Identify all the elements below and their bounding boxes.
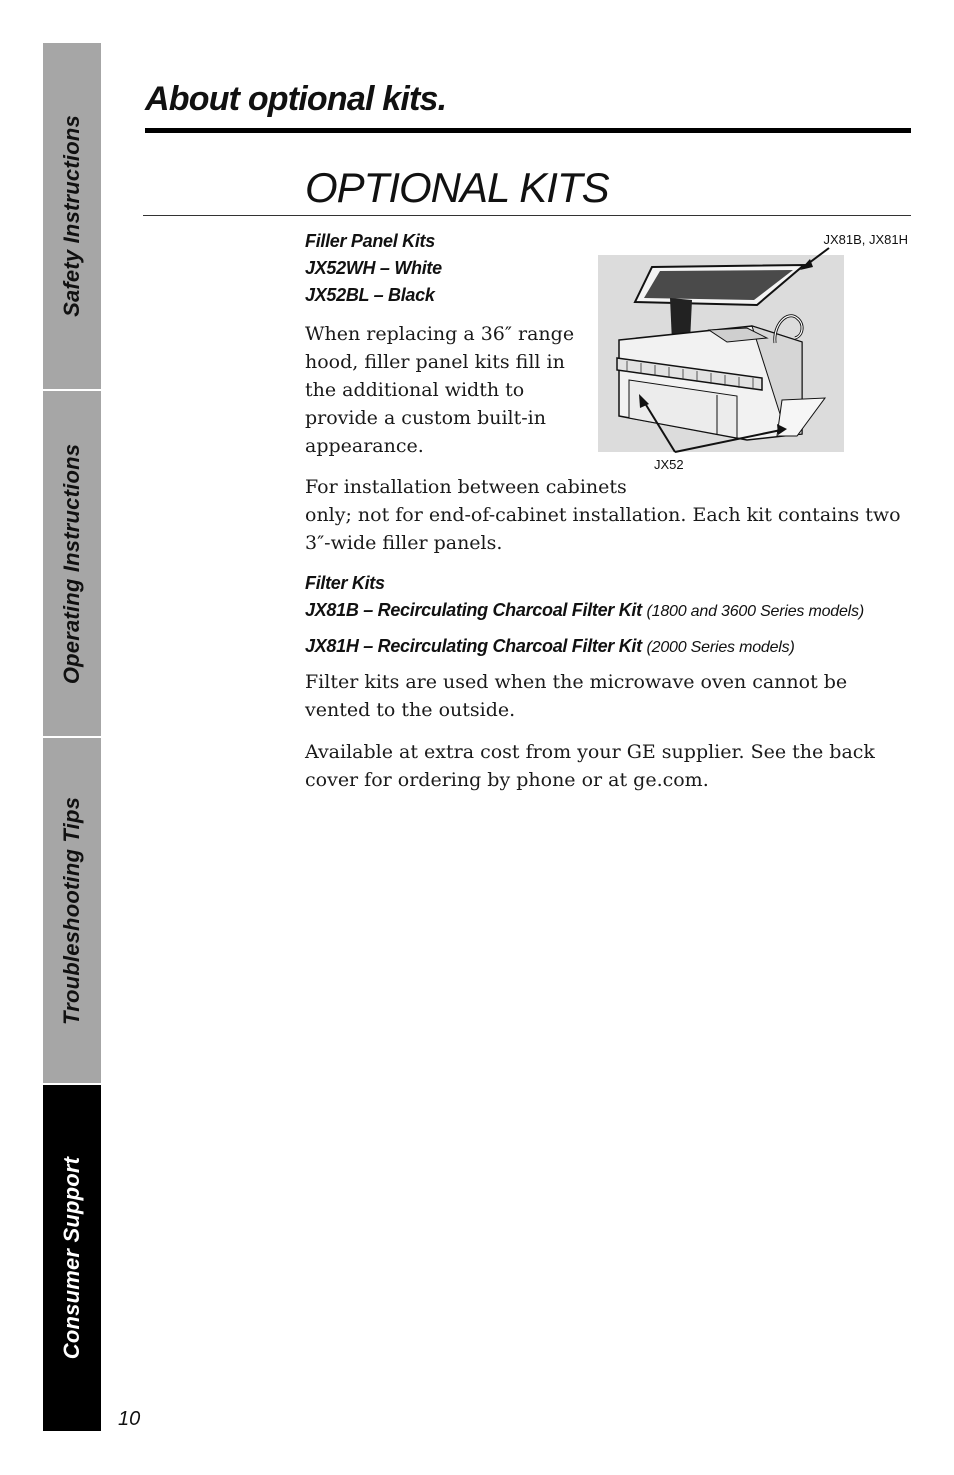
filler-panel-paragraph: When replacing a 36″ range hood, filler panel kits fill in the additional width to provide a custom built-in appearance. <box>305 323 575 457</box>
filler-panel-installation <box>305 473 910 557</box>
tab-operating-instructions[interactable] <box>43 391 101 736</box>
tab-label: Troubleshooting Tips <box>59 796 85 1025</box>
side-tabs <box>43 43 101 1431</box>
section-rule <box>143 215 911 216</box>
filter-kit-note: (1800 and 3600 Series models) <box>646 603 864 620</box>
filter-kit-jx81h <box>305 633 910 661</box>
page-number: 10 <box>118 1408 141 1430</box>
installation-line-rest: only; not for end-of-cabinet installation. Each kit contains two 3″-wide filler panels. <box>305 504 901 554</box>
tab-label: Operating Instructions <box>59 443 84 684</box>
content <box>305 228 910 794</box>
tab-label: Consumer Support <box>59 1156 84 1360</box>
filter-kits-heading: Filter Kits <box>305 573 385 593</box>
tab-consumer-support[interactable] <box>43 1085 101 1431</box>
tab-label: Safety Instructions <box>59 115 84 317</box>
tab-troubleshooting-tips[interactable] <box>43 738 101 1083</box>
filter-kit-note: (2000 Series models) <box>646 639 795 656</box>
figure-label-filter: JX81B, JX81H <box>823 232 908 247</box>
figure-label-filler: JX52 <box>654 457 684 472</box>
page-title: About optional kits. <box>145 80 447 118</box>
installation-line-1: For installation between cabinets <box>305 476 627 498</box>
filter-kit-jx81b <box>305 597 910 625</box>
availability-paragraph: Available at extra cost from your GE supplier. See the back cover for ordering by phone or at ge.com. <box>305 741 875 791</box>
title-rule <box>145 128 911 133</box>
filter-kit-name: JX81B – Recirculating Charcoal Filter Kit <box>305 600 642 620</box>
tab-safety-instructions[interactable] <box>43 43 101 389</box>
filter-kits-paragraph: Filter kits are used when the microwave oven cannot be vented to the outside. <box>305 671 848 721</box>
filler-panel-black-kit: JX52BL – Black <box>305 285 435 305</box>
filler-panel-heading: Filler Panel Kits <box>305 231 435 251</box>
section-title: OPTIONAL KITS <box>305 164 609 211</box>
filler-panel-white-kit: JX52WH – White <box>305 258 442 278</box>
filter-kit-name: JX81H – Recirculating Charcoal Filter Kit <box>305 636 642 656</box>
